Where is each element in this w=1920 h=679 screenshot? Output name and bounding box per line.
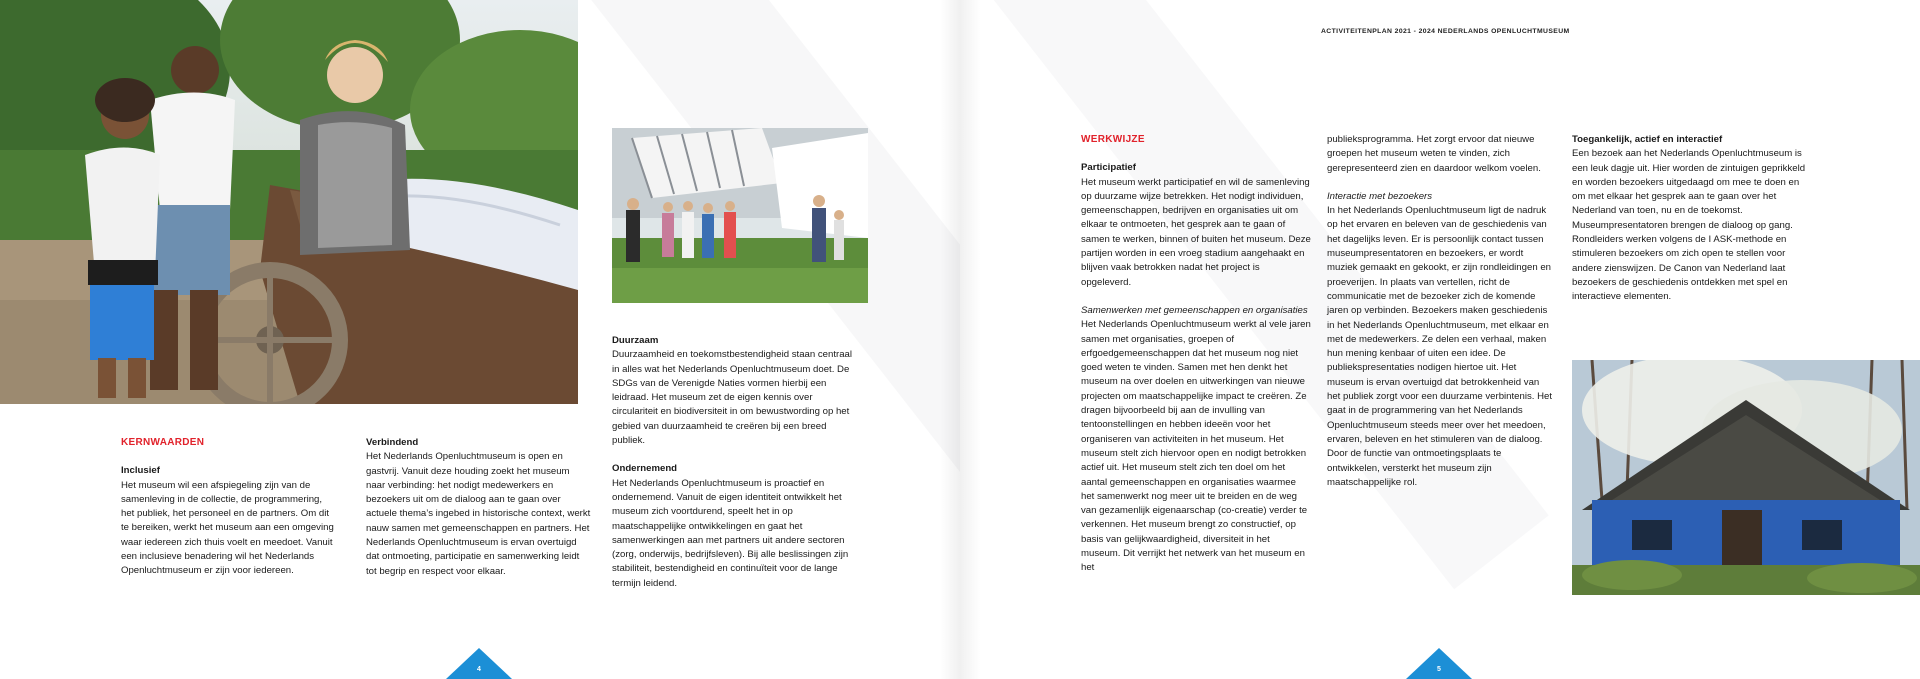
duurzaam-text: Duurzaamheid en toekomstbestendigheid staan centraal in alles wat het Nederlands Openluchtmuseum doet. De SDGs van de Verenigde Naties vormen hierbij een leidraad. Het museum zet de eigen kennis over circulariteit en biodiversiteit in om bewustwording op het gebied van duurzaamheid te creëren bij een breed publiek.: [612, 349, 852, 447]
page-number-badge: [1406, 648, 1472, 679]
page-number-triangle: [446, 648, 512, 679]
inclusief-title: Inclusief: [121, 465, 160, 477]
verbindend-text: Het Nederlands Openluchtmuseum is open en gastvrij. Vanuit deze houding zoekt het museum naar verbinding: het nodigt medewerkers en bezoekers uit om de dialoog aan te gaan over actuele thema’s ingebed in historische context, werkt nauw samen met gemeenschappen en partners. Het Nederlands Openluchtmuseum is ervan overtuigd dat ontmoeting, participatie en samenwerking leidt tot begrip en respect voor elkaar.: [366, 451, 591, 577]
right-page: [960, 0, 1920, 679]
participatief-text: Het museum werkt participatief en wil de samenleving op duurzame wijze betrekken. Het nodigt individuen, gemeenschappen, bedrijven en organisaties uit om elkaar te ontmoeten, het gesprek aan te gaan of samen te werken, binnen of buiten het museum. Deze partijen worden in een vroeg stadium aangehaakt en blijven vaak betrokken nadat het project is opgeleverd.: [1081, 176, 1311, 288]
page-number: 5: [1437, 666, 1441, 673]
ondernemend-title: Ondernemend: [612, 463, 678, 475]
toegankelijk-text: Een bezoek aan het Nederlands Openluchtmuseum is een leuk dagje uit. Hier worden de zintuigen geprikkeld en worden bezoekers uitgedaagd om mee te doen en om met elkaar het gesprek aan te gaan over het Nederland van toen, nu en de toekomst. Museumpresentatoren brengen de dialoog op gang. Rondleiders werken volgens de I ASK-methode en stimuleren bezoekers om zich open te stellen voor andere zienswijzen. De Canon van Nederland laat bezoekers de geschiedenis ontdekken met spel en interactieve elementen.: [1572, 148, 1806, 303]
page-number: 4: [477, 666, 481, 673]
kernwaarden-column: [121, 436, 337, 593]
windmill-group-photo: [612, 128, 868, 303]
interactie-column: [1327, 133, 1555, 504]
toegankelijk-column: [1572, 133, 1808, 319]
page-number-triangle: [1406, 648, 1472, 679]
inclusief-text: Het museum wil een afspiegeling zijn van de samenleving in de collectie, de programmering, het publiek, het personeel en de partners. Om dit te bereiken, werkt het museum aan een omgeving waar iedereen zich thuis voelt en meedoet. Vanuit een inclusieve benadering wil het Nederlands Openluchtmuseum er zijn voor iedereen.: [121, 479, 334, 577]
interactie-title: Interactie met bezoekers: [1327, 190, 1433, 202]
samenwerken-title: Samenwerken met gemeenschappen en organisaties: [1081, 304, 1308, 316]
duurzaam-title: Duurzaam: [612, 335, 659, 346]
publieksprogramma-text: publieksprogramma. Het zorgt ervoor dat nieuwe groepen het museum weten te vinden, zich gerepresenteerd zien en daardoor welkom voelen.: [1327, 134, 1541, 174]
book-spine-shadow: [940, 0, 980, 679]
duurzaam-ondernemend-column: [612, 334, 858, 605]
interactie-text: In het Nederlands Openluchtmuseum ligt de nadruk op het ervaren en beleven van de geschiedenis van het dagelijks leven. Er is persoonlijk contact tussen museumpresentatoren en bezoekers, er wordt muziek gemaakt en gekookt, er zijn rondleidingen en proeverijen. In plaats van vertellen, richt de communicatie met de bezoeker zich de komende jaren op verbinden. Bezoekers maken geschiedenis in het Nederlands Openluchtmuseum, met elkaar en met de medewerkers. Ze delen een verhaal, maken hun mening kenbaar of uiten een idee. De publiekspresentaties nodigen hiertoe uit. Het museum is ervan overtuigd dat betrokkenheid van het publiek zorgt voor een duurzame verbintenis. Het gaat in de programmering van het Nederlands Openluchtmuseum steeds meer over het meedoen, ervaren, beleven en het stimuleren van de dialoog. Door de functie van ontmoetingsplaats te ontwikkelen, versterkt het museum zijn maatschappelijke rol.: [1327, 205, 1553, 488]
family-cart-photo: [0, 0, 578, 404]
kernwaarden-heading: KERNWAARDEN: [121, 437, 205, 448]
toegankelijk-title: Toegankelijk, actief en interactief: [1572, 134, 1723, 145]
verbindend-title: Verbindend: [366, 437, 419, 448]
running-head: ACTIVITEITENPLAN 2021 - 2024 NEDERLANDS OPENLUCHTMUSEUM: [1321, 28, 1570, 35]
ondernemend-text: Het Nederlands Openluchtmuseum is proactief en ondernemend. Vanuit de eigen identiteit ontwikkelt het museum zich voortdurend, speelt het in op maatschappelijke ontwikkelingen en gaat het samenwerkingen aan met partners uit andere sectoren (zorg, onderwijs, bedrijfsleven). Bij alle beslissingen zijn stabiliteit, bestendigheid en continuïteit voor de lange termijn leidend.: [612, 477, 849, 589]
blue-farmhouse-photo: [1572, 360, 1920, 595]
werkwijze-heading: WERKWIJZE: [1081, 134, 1145, 145]
page-number-badge: [446, 648, 512, 679]
werkwijze-column: [1081, 133, 1311, 590]
participatief-title: Participatief: [1081, 162, 1136, 174]
samenwerken-text: Het Nederlands Openluchtmuseum werkt al vele jaren samen met organisaties, groepen of erfgoedgemeenschappen dat het museum nog niet goed weten te vinden. Samen met hen denkt het museum na over doelen en uitwerkingen van nieuwe projecten om maatschappelijke impact te creëren. Ze dragen bijvoorbeeld bij aan de invulling van tentoonstellingen en hebben ideeën voor het organiseren van activiteiten in het museum. Het museum stelt zich hiervoor open en nodigt betrokken actief uit. Het museum stelt zich ten doel om het aantal gemeenschappen en organisaties waarmee het samenwerkt nog meer uit te breiden en de weg van gezamenlijk eigenaarschap (co-creatie) verder te verkennen. Het museum brengt zo constructief, op basis van gelijkwaardigheid, diversiteit in het museum. Dit verrijkt het netwerk van het museum en het: [1081, 319, 1311, 574]
verbindend-column: [366, 436, 591, 593]
